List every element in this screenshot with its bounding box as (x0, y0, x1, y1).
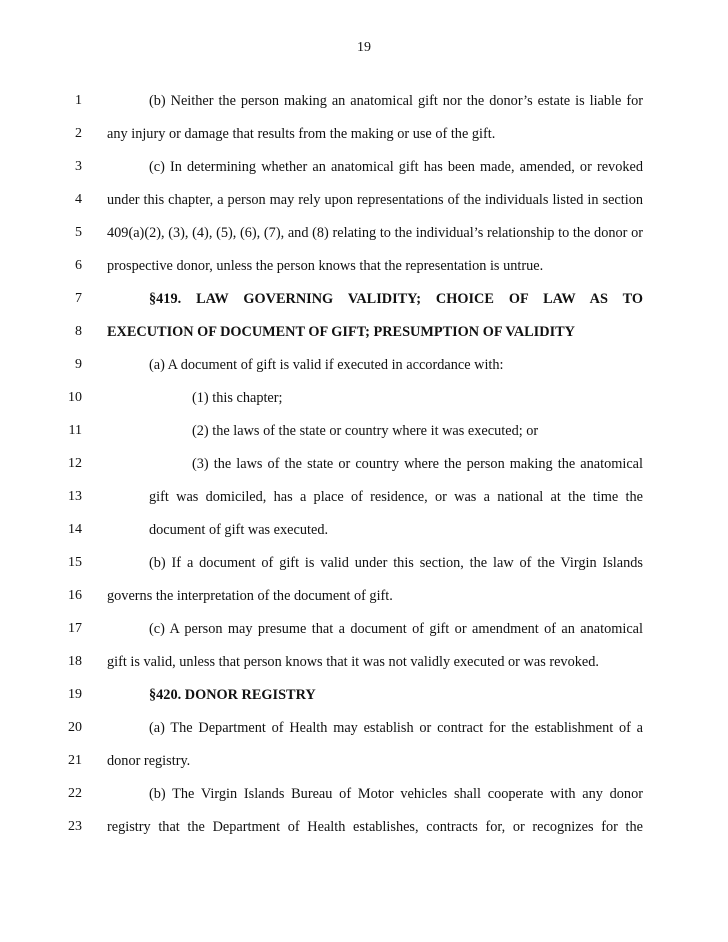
line-text: (c) A person may presume that a document of gift or amendment of an anatomical (149, 621, 643, 637)
line-text: donor registry. (107, 753, 191, 769)
line-number: 21 (68, 753, 82, 768)
line-number: 6 (75, 258, 82, 273)
text-line (0, 156, 728, 178)
line-number: 14 (68, 522, 82, 537)
line-text: prospective donor, unless the person knows that the representation is untrue. (107, 258, 544, 274)
line-text: governs the interpretation of the document of gift. (107, 588, 393, 604)
line-number: 12 (68, 456, 82, 471)
line-number: 19 (68, 687, 82, 702)
line-number: 11 (68, 423, 82, 438)
line-text: 409(a)(2), (3), (4), (5), (6), (7), and (8) relating to the individual’s relationship to the donor or (107, 225, 643, 241)
text-line (0, 684, 728, 706)
line-number: 22 (68, 786, 82, 801)
line-text: any injury or damage that results from the making or use of the gift. (107, 126, 496, 142)
line-number: 3 (75, 159, 82, 174)
line-text: registry that the Department of Health establishes, contracts for, or recognizes for the (107, 819, 643, 835)
line-text: (c) In determining whether an anatomical gift has been made, amended, or revoked (149, 159, 643, 175)
text-line (0, 486, 728, 508)
line-text: (a) The Department of Health may establish or contract for the establishment of a (149, 720, 643, 736)
line-number: 9 (75, 357, 82, 372)
section-heading: §419. LAW GOVERNING VALIDITY; CHOICE OF LAW AS TO (149, 291, 643, 307)
section-heading: §420. DONOR REGISTRY (149, 687, 316, 703)
text-line (0, 618, 728, 640)
line-text: gift is valid, unless that person knows that it was not validly executed or was revoked. (107, 654, 599, 670)
line-number: 16 (68, 588, 82, 603)
line-text: (1) this chapter; (192, 390, 283, 406)
line-text: document of gift was executed. (149, 522, 329, 538)
line-number: 17 (68, 621, 82, 636)
line-number: 1 (75, 93, 82, 108)
text-line (0, 123, 728, 145)
line-number: 5 (75, 225, 82, 240)
text-line (0, 651, 728, 673)
text-line (0, 354, 728, 376)
line-text: (3) the laws of the state or country where the person making the anatomical (192, 456, 643, 472)
line-number: 23 (68, 819, 82, 834)
text-line (0, 519, 728, 541)
text-line (0, 552, 728, 574)
text-line (0, 321, 728, 343)
section-heading: EXECUTION OF DOCUMENT OF GIFT; PRESUMPTION OF VALIDITY (107, 324, 575, 340)
line-text: (b) The Virgin Islands Bureau of Motor vehicles shall cooperate with any donor (149, 786, 643, 802)
line-text: (b) If a document of gift is valid under this section, the law of the Virgin Islands (149, 555, 643, 571)
text-line (0, 255, 728, 277)
line-text: (a) A document of gift is valid if executed in accordance with: (149, 357, 504, 373)
page-number: 19 (357, 40, 371, 55)
text-line (0, 189, 728, 211)
line-number: 8 (75, 324, 82, 339)
line-number: 7 (75, 291, 82, 306)
text-line (0, 387, 728, 409)
text-line (0, 453, 728, 475)
text-line (0, 783, 728, 805)
text-line (0, 420, 728, 442)
line-text: under this chapter, a person may rely upon representations of the individuals listed in section (107, 192, 643, 208)
text-line (0, 222, 728, 244)
line-number: 4 (75, 192, 82, 207)
text-line (0, 288, 728, 310)
line-number: 20 (68, 720, 82, 735)
line-text: gift was domiciled, has a place of residence, or was a national at the time the (149, 489, 643, 505)
text-line (0, 90, 728, 112)
text-line (0, 717, 728, 739)
line-number: 18 (68, 654, 82, 669)
line-number: 15 (68, 555, 82, 570)
text-line (0, 816, 728, 838)
text-line (0, 585, 728, 607)
text-line (0, 750, 728, 772)
line-number: 2 (75, 126, 82, 141)
line-text: (2) the laws of the state or country where it was executed; or (192, 423, 539, 439)
line-text: (b) Neither the person making an anatomical gift nor the donor’s estate is liable for (149, 93, 643, 109)
line-number: 10 (68, 390, 82, 405)
line-number: 13 (68, 489, 82, 504)
